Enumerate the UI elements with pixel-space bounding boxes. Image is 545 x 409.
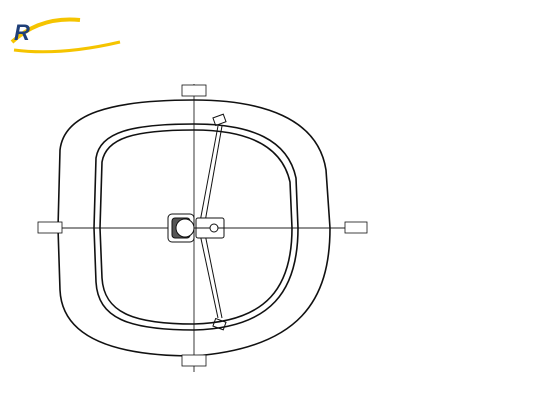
angle-box-right: [345, 222, 367, 233]
angle-box-left: [38, 222, 62, 233]
angle-box-top: [182, 85, 206, 96]
boom-down: [200, 234, 226, 330]
svg-text:R: R: [14, 20, 30, 45]
header: [0, 0, 545, 66]
vehicle-top-view: [168, 214, 224, 242]
working-range-diagram: [0, 66, 545, 386]
angle-box-bottom: [182, 355, 206, 366]
legend: [400, 290, 540, 374]
company-logo: [10, 12, 130, 56]
logo-swoosh-icon: [10, 12, 130, 56]
